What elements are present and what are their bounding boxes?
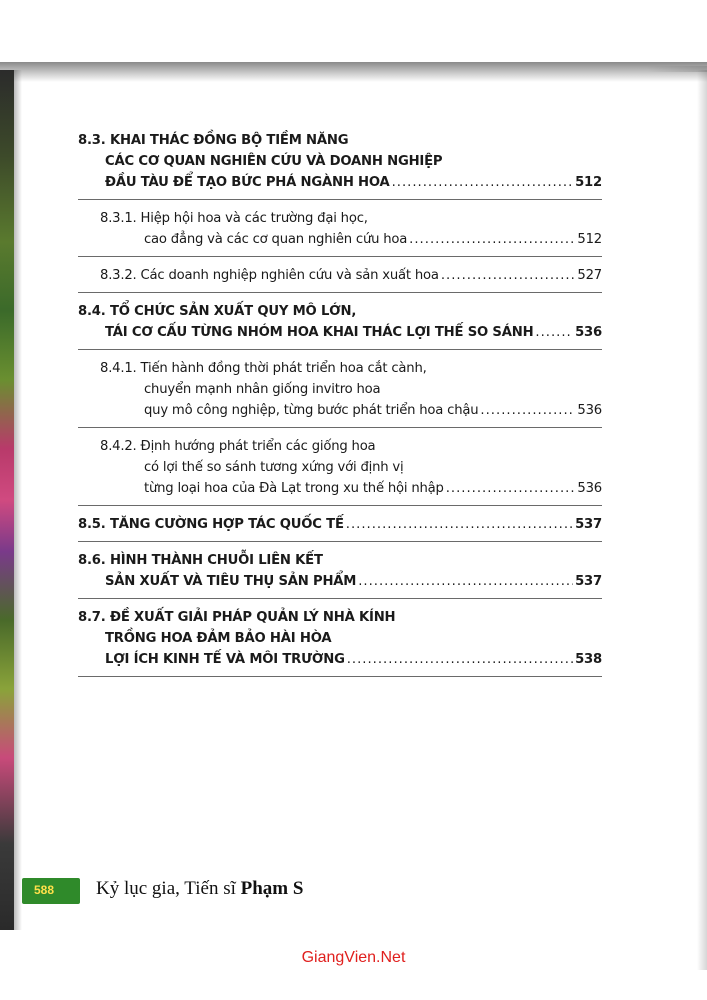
toc-subsection[interactable] — [78, 358, 602, 428]
toc-entry-line — [100, 229, 602, 250]
toc-page-number: 537 — [575, 574, 602, 589]
table-of-contents — [78, 130, 602, 685]
page-top-margin — [0, 0, 707, 66]
toc-page-number: 536 — [577, 403, 602, 418]
toc-entry-text — [144, 400, 478, 421]
toc-entry-text — [144, 382, 380, 397]
toc-entry-title: SẢN XUẤT VÀ TIÊU THỤ SẢN PHẨM — [105, 574, 357, 589]
toc-entry-number: 8.3.1. — [100, 211, 141, 226]
toc-entry-line — [78, 607, 602, 628]
toc-entry-line — [78, 322, 602, 343]
toc-entry-line — [78, 550, 602, 571]
toc-entry-line — [78, 301, 602, 322]
toc-entry-number: 8.5. — [78, 517, 110, 532]
page-top-shadow — [0, 62, 707, 82]
toc-entry-title: TRỒNG HOA ĐẢM BẢO HÀI HÒA — [105, 631, 332, 646]
toc-entry-line — [100, 457, 602, 478]
toc-entry-line — [78, 571, 602, 592]
toc-entry-text — [100, 211, 368, 226]
page-footer — [0, 872, 707, 912]
toc-entry-text — [144, 229, 407, 250]
toc-entry-title: LỢI ÍCH KINH TẾ VÀ MÔI TRƯỜNG — [105, 652, 345, 667]
toc-entry-line — [100, 436, 602, 457]
toc-entry-line — [100, 358, 602, 379]
toc-entry-text — [78, 610, 395, 625]
toc-section[interactable] — [78, 514, 602, 542]
toc-entry-text — [78, 514, 344, 535]
toc-entry-title: TÁI CƠ CẤU TỪNG NHÓM HOA KHAI THÁC LỢI THẾ SO SÁNH — [105, 325, 534, 340]
toc-entry-line — [78, 130, 602, 151]
toc-entry-title: có lợi thế so sánh tương xứng với định vị — [144, 460, 404, 475]
toc-entry-text — [78, 304, 356, 319]
toc-entry-line — [78, 151, 602, 172]
toc-dot-leader — [358, 571, 573, 592]
toc-entry-title: từng loại hoa của Đà Lạt trong xu thế hội nhập — [144, 481, 444, 496]
toc-section[interactable] — [78, 301, 602, 350]
toc-entry-title: cao đẳng và các cơ quan nghiên cứu hoa — [144, 232, 408, 247]
toc-section[interactable] — [78, 550, 602, 599]
toc-entry-line — [78, 628, 602, 649]
toc-page-number: 536 — [577, 481, 602, 496]
toc-entry-title: quy mô công nghiệp, từng bước phát triển hoa chậu — [144, 403, 479, 418]
page-right-shadow — [697, 70, 707, 970]
toc-page-number: 527 — [577, 268, 602, 283]
toc-entry-text — [105, 649, 345, 670]
toc-entry-title: HÌNH THÀNH CHUỖI LIÊN KẾT — [109, 553, 323, 568]
toc-dot-leader — [409, 229, 575, 250]
author-name: Phạm S — [240, 878, 304, 899]
page-left-shadow — [14, 70, 22, 930]
toc-entry-line — [100, 478, 602, 499]
toc-entry-title: Định hướng phát triển các giống hoa — [140, 439, 376, 454]
toc-page-number: 537 — [575, 517, 602, 532]
author-credit — [96, 878, 303, 900]
toc-subsection[interactable] — [78, 265, 602, 293]
toc-entry-number: 8.3. — [78, 133, 110, 148]
toc-entry-line — [78, 172, 602, 193]
toc-subsection[interactable] — [78, 208, 602, 257]
toc-dot-leader — [535, 322, 573, 343]
page-number: 588 — [34, 883, 55, 897]
toc-page-number: 536 — [575, 325, 602, 340]
toc-entry-line — [78, 649, 602, 670]
toc-entry-title: chuyển mạnh nhân giống invitro hoa — [144, 382, 381, 397]
page-number-badge — [22, 878, 80, 904]
toc-dot-leader — [392, 172, 574, 193]
toc-page-number: 512 — [577, 232, 602, 247]
toc-entry-text — [100, 265, 439, 286]
toc-section[interactable] — [78, 607, 602, 677]
toc-subsection[interactable] — [78, 436, 602, 506]
toc-entry-title: KHAI THÁC ĐỒNG BỘ TIỀM NĂNG — [109, 133, 349, 148]
toc-dot-leader — [446, 478, 576, 499]
toc-entry-title: Tiến hành đồng thời phát triển hoa cắt cành, — [140, 361, 427, 376]
toc-entry-line — [100, 379, 602, 400]
toc-entry-text — [78, 553, 323, 568]
toc-entry-line — [100, 208, 602, 229]
toc-entry-text — [105, 154, 442, 169]
toc-entry-number: 8.4. — [78, 304, 110, 319]
toc-entry-text — [144, 478, 444, 499]
toc-entry-text — [144, 460, 403, 475]
toc-entry-line — [100, 400, 602, 421]
toc-entry-text — [105, 631, 331, 646]
toc-entry-title: ĐẦU TÀU ĐỂ TẠO BỨC PHÁ NGÀNH HOA — [105, 175, 390, 190]
toc-entry-text — [78, 133, 348, 148]
toc-entry-number: 8.7. — [78, 610, 110, 625]
toc-page-number: 512 — [575, 175, 602, 190]
toc-entry-title: ĐỀ XUẤT GIẢI PHÁP QUẢN LÝ NHÀ KÍNH — [109, 610, 396, 625]
toc-entry-text — [100, 361, 427, 376]
author-prefix: Kỷ lục gia, Tiến sĩ — [96, 878, 241, 899]
toc-page-number: 538 — [575, 652, 602, 667]
toc-entry-number: 8.4.2. — [100, 439, 141, 454]
book-cover-edge — [0, 70, 14, 930]
toc-dot-leader — [480, 400, 575, 421]
toc-entry-text — [105, 571, 356, 592]
toc-section[interactable] — [78, 130, 602, 200]
toc-dot-leader — [346, 514, 573, 535]
toc-entry-text — [105, 172, 390, 193]
toc-dot-leader — [347, 649, 573, 670]
watermark[interactable]: GiangVien.Net — [301, 949, 406, 966]
toc-entry-title: TĂNG CƯỜNG HỢP TÁC QUỐC TẾ — [109, 517, 344, 532]
toc-entry-number: 8.4.1. — [100, 361, 141, 376]
toc-dot-leader — [441, 265, 576, 286]
toc-entry-line — [78, 514, 602, 535]
toc-entry-number: 8.3.2. — [100, 268, 141, 283]
toc-entry-title: Các doanh nghiệp nghiên cứu và sản xuất hoa — [140, 268, 439, 283]
toc-entry-title: Hiệp hội hoa và các trường đại học, — [140, 211, 368, 226]
toc-entry-text — [100, 439, 375, 454]
toc-entry-number: 8.6. — [78, 553, 110, 568]
toc-entry-text — [105, 322, 533, 343]
toc-entry-title: CÁC CƠ QUAN NGHIÊN CỨU VÀ DOANH NGHIỆP — [105, 154, 443, 169]
toc-entry-title: TỔ CHỨC SẢN XUẤT QUY MÔ LỚN, — [109, 304, 357, 319]
toc-entry-line — [100, 265, 602, 286]
